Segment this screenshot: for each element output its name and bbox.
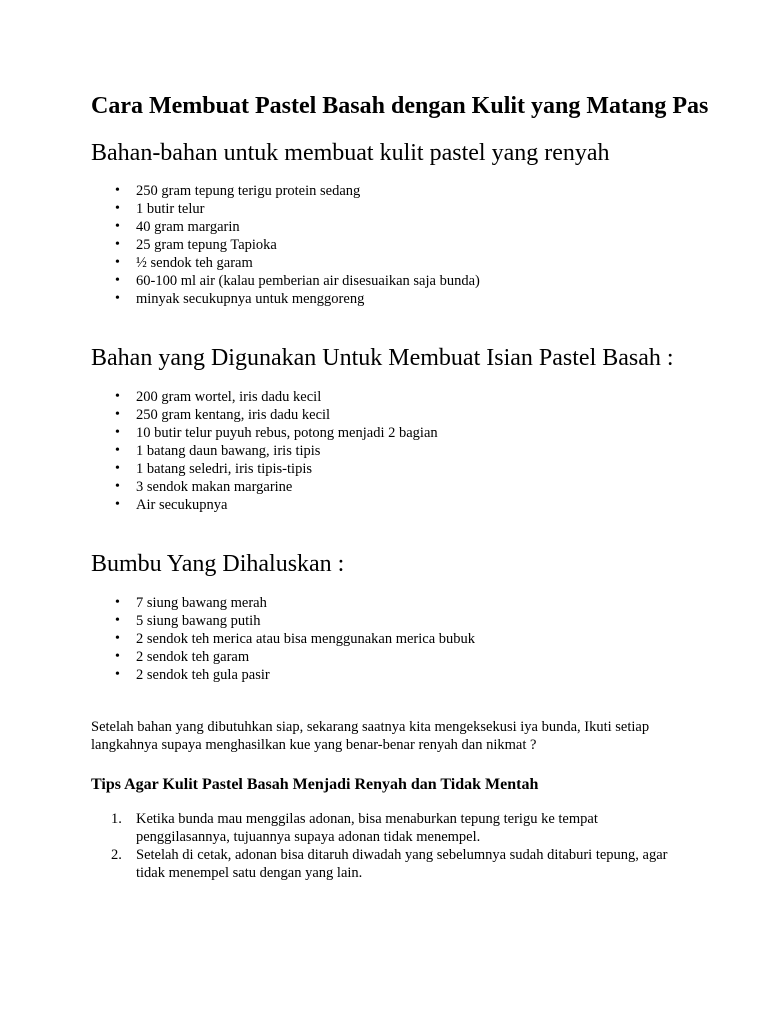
tips-list — [91, 810, 681, 882]
bullet-icon: • — [115, 291, 120, 306]
list-item: • 250 gram kentang, iris dadu kecil — [115, 407, 331, 423]
list-item: • 7 siung bawang merah — [115, 595, 267, 611]
bullet-icon: • — [115, 631, 120, 646]
bullet-icon: • — [115, 613, 120, 628]
bullet-icon: • — [115, 389, 120, 404]
bullet-icon: • — [115, 219, 120, 234]
bullet-icon: • — [115, 183, 120, 198]
bullet-icon: • — [115, 407, 120, 422]
document-title: Cara Membuat Pastel Basah dengan Kulit yang Matang Pas — [91, 93, 709, 119]
list-item: • 2 sendok teh merica atau bisa menggunakan merica bubuk — [115, 631, 476, 647]
list-item: • 10 butir telur puyuh rebus, potong menjadi 2 bagian — [115, 425, 438, 441]
step-number: 2. — [111, 847, 122, 863]
tips-heading: Tips Agar Kulit Pastel Basah Menjadi Renyah dan Tidak Mentah — [91, 776, 539, 793]
list-item: • ½ sendok teh garam — [115, 255, 253, 271]
ingredient-list-isian — [91, 388, 651, 514]
list-item: • 1 butir telur — [115, 201, 205, 217]
list-item: • 40 gram margarin — [115, 219, 240, 235]
list-item: • 1 batang seledri, iris tipis-tipis — [115, 461, 312, 477]
step-number: 1. — [111, 811, 122, 827]
bullet-icon: • — [115, 595, 120, 610]
list-item: • minyak secukupnya untuk menggoreng — [115, 291, 365, 307]
bullet-icon: • — [115, 443, 120, 458]
bullet-icon: • — [115, 461, 120, 476]
list-item: • 200 gram wortel, iris dadu kecil — [115, 389, 322, 405]
bullet-icon: • — [115, 255, 120, 270]
step-item — [91, 810, 681, 846]
bullet-icon: • — [115, 479, 120, 494]
bullet-icon: • — [115, 273, 120, 288]
ingredient-list-kulit — [91, 182, 651, 308]
step-text: Ketika bunda mau menggilas adonan, bisa menaburkan tepung terigu ke tempat penggilasannya, tujuannya supaya adonan tidak menempel. — [136, 811, 598, 845]
list-item: • 250 gram tepung terigu protein sedang — [115, 183, 361, 199]
ingredient-list-bumbu — [91, 594, 651, 684]
bullet-icon: • — [115, 201, 120, 216]
intro-paragraph: Setelah bahan yang dibutuhkan siap, sekarang saatnya kita mengeksekusi iya bunda, Ikuti setiap langkahnya supaya menghasilkan kue yang benar-benar renyah dan nikmat ? — [91, 719, 650, 753]
bullet-icon: • — [115, 497, 120, 512]
step-text: Setelah di cetak, adonan bisa ditaruh diwadah yang sebelumnya sudah ditaburi tepung, agar tidak menempel satu dengan yang lain. — [136, 847, 668, 881]
list-item: • 25 gram tepung Tapioka — [115, 237, 277, 253]
section-heading-bumbu: Bumbu Yang Dihaluskan : — [91, 551, 345, 577]
step-item — [91, 846, 681, 882]
list-item: • 2 sendok teh gula pasir — [115, 667, 270, 683]
bullet-icon: • — [115, 425, 120, 440]
list-item: • 3 sendok makan margarine — [115, 479, 293, 495]
list-item: • 60-100 ml air (kalau pemberian air disesuaikan saja bunda) — [115, 273, 480, 289]
bullet-icon: • — [115, 237, 120, 252]
section-heading-isian: Bahan yang Digunakan Untuk Membuat Isian Pastel Basah : — [91, 345, 674, 371]
list-item: • 5 siung bawang putih — [115, 613, 261, 629]
list-item: • 2 sendok teh garam — [115, 649, 250, 665]
bullet-icon: • — [115, 667, 120, 682]
list-item: • Air secukupnya — [115, 497, 228, 513]
section-heading-kulit: Bahan-bahan untuk membuat kulit pastel yang renyah — [91, 140, 610, 166]
bullet-icon: • — [115, 649, 120, 664]
list-item: • 1 batang daun bawang, iris tipis — [115, 443, 321, 459]
